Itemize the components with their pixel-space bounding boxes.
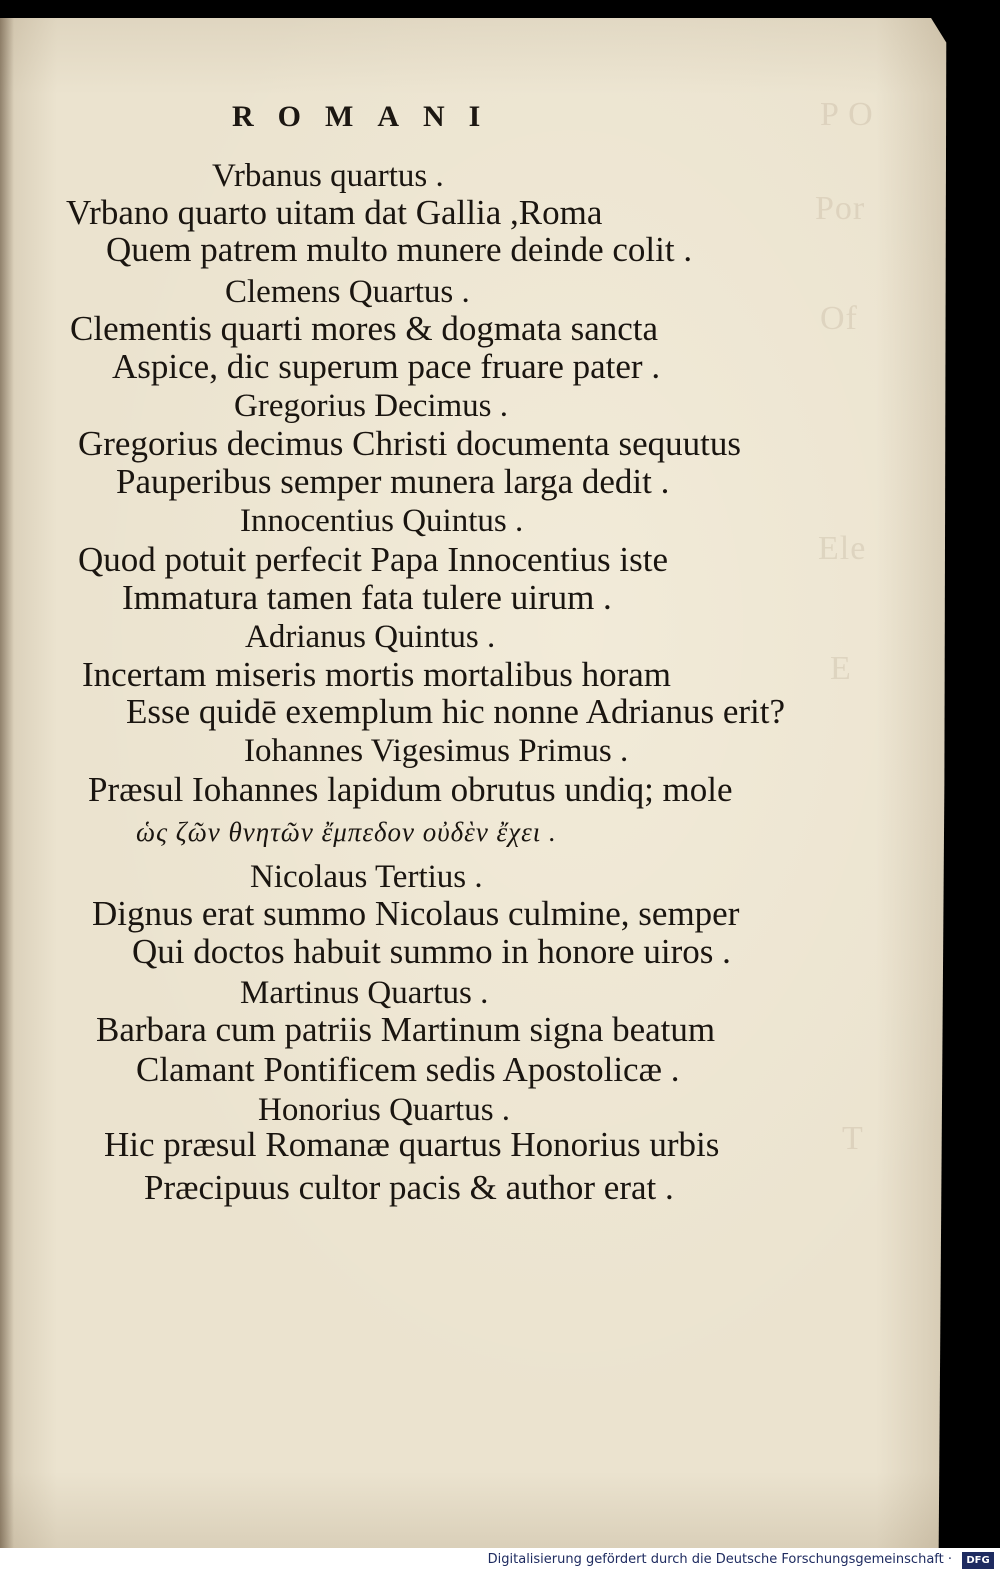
verse-line: Clamant Pontificem sedis Apostolicæ . bbox=[136, 1050, 680, 1089]
verse-line: Barbara cum patriis Martinum signa beatum bbox=[96, 1010, 716, 1049]
heading-gregorius: Gregorius Decimus . bbox=[234, 388, 509, 424]
show-through-texture: E bbox=[830, 650, 852, 687]
verse-line: Vrbano quarto uitam dat Gallia ,Roma bbox=[66, 193, 603, 232]
heading-adrianus: Adrianus Quintus . bbox=[245, 619, 496, 655]
verse-line: Præsul Iohannes lapidum obrutus undiq; mole bbox=[88, 770, 733, 809]
heading-honorius: Honorius Quartus . bbox=[258, 1092, 511, 1128]
show-through-texture: Por bbox=[815, 190, 866, 227]
verse-line: Aspice, dic superum pace fruare pater . bbox=[112, 347, 661, 386]
verse-line: Immatura tamen fata tulere uirum . bbox=[122, 578, 612, 617]
verse-line: Clementis quarti mores & dogmata sancta bbox=[70, 309, 659, 348]
show-through-texture: Ele bbox=[818, 530, 867, 567]
show-through-texture: Of bbox=[820, 300, 858, 337]
verse-line: Pauperibus semper munera larga dedit . bbox=[116, 462, 670, 501]
gutter-shadow bbox=[0, 18, 14, 1548]
verse-line: Hic præsul Romanæ quartus Honorius urbis bbox=[104, 1125, 720, 1164]
verse-line: Incertam miseris mortis mortalibus horam bbox=[82, 655, 672, 694]
dfg-logo: DFG bbox=[962, 1552, 994, 1569]
heading-innocentius: Innocentius Quintus . bbox=[240, 503, 524, 539]
heading-clemens: Clemens Quartus . bbox=[225, 274, 470, 310]
heading-iohannes: Iohannes Vigesimus Primus . bbox=[244, 733, 629, 769]
heading-nicolaus: Nicolaus Tertius . bbox=[250, 859, 483, 895]
heading-martinus: Martinus Quartus . bbox=[240, 975, 489, 1011]
verse-line: Esse quidē exemplum hic nonne Adrianus erit? bbox=[126, 692, 786, 731]
heading-urbanus: Vrbanus quartus . bbox=[212, 158, 444, 194]
running-head: ROMANI bbox=[232, 100, 505, 133]
funding-credit: Digitalisierung gefördert durch die Deutsche Forschungsgemeinschaft · bbox=[487, 1552, 952, 1567]
verse-line: Dignus erat summo Nicolaus culmine, semper bbox=[92, 894, 740, 933]
verse-line-greek: ὡς ζῶν θνητῶν ἔμπεδον οὐδὲν ἔχει . bbox=[136, 817, 557, 847]
show-through-texture: T bbox=[842, 1120, 864, 1157]
verse-line: Qui doctos habuit summo in honore uiros . bbox=[132, 932, 731, 971]
verse-line: Quod potuit perfecit Papa Innocentius iste bbox=[78, 540, 668, 579]
verse-line: Quem patrem multo munere deinde colit . bbox=[106, 230, 693, 269]
verse-line: Gregorius decimus Christi documenta sequutus bbox=[78, 424, 741, 463]
verse-line: Præcipuus cultor pacis & author erat . bbox=[144, 1168, 674, 1207]
show-through-texture: P O bbox=[820, 96, 874, 133]
